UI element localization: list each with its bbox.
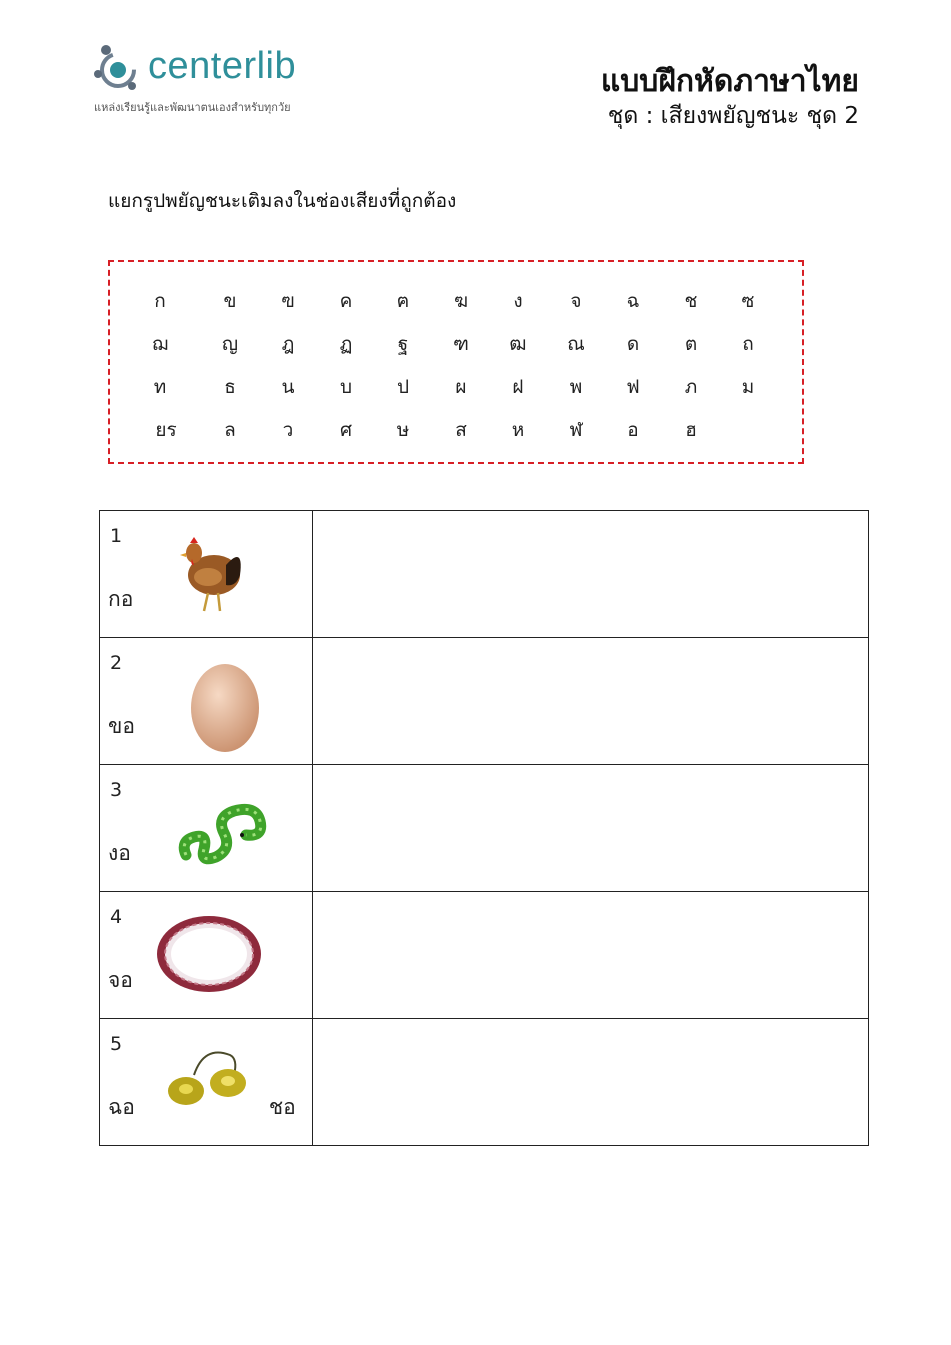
row-syllable: งอ [108,841,131,865]
consonant-letter: ก [154,290,166,312]
picture-cell [100,892,313,1019]
logo-tagline: แหล่งเรียนรู้และพัฒนาตนเองสำหรับทุกวัย [94,101,291,114]
answer-cell[interactable] [312,511,868,638]
consonant-letter: ฌ [151,333,169,355]
row-number: 1 [110,525,123,547]
answer-cell[interactable] [312,765,868,892]
cymbals-image [164,1045,250,1111]
consonant-letter: ว [282,419,294,441]
instruction-text: แยกรูปพยัญชนะเติมลงในช่องเสียงที่ถูกต้อง [108,190,457,212]
picture-cell [100,1019,313,1146]
table-row [100,511,869,638]
row-number: 3 [110,779,123,801]
row-number: 4 [110,906,123,928]
consonant-letter: น [281,376,295,398]
consonant-letter: ฆ [453,290,469,312]
consonant-letter: ฅ [396,290,410,312]
consonant-letter: ป [396,376,410,398]
consonant-letter: ฝ [512,376,524,398]
consonant-letter: ณ [567,333,585,355]
picture-cell [100,511,313,638]
row-syllable: กอ [108,587,134,611]
consonant-letter: ผ [455,376,467,398]
consonant-letter: ฐ [397,333,409,355]
consonant-letter: ม [741,376,755,398]
picture-cell [100,765,313,892]
consonant-letter: ฉ [626,290,640,312]
answer-cell[interactable] [312,892,868,1019]
consonant-letter: ษ [396,419,410,441]
logo-mark-icon [92,42,144,94]
table-row [100,638,869,765]
consonant-letter: ภ [684,376,698,398]
consonant-letter: บ [339,376,353,398]
consonant-letter: จ [570,290,582,312]
row-number: 5 [110,1033,123,1055]
table-row [100,765,869,892]
consonant-letter: ถ [742,333,754,355]
consonant-letter: ฬ [569,419,583,441]
consonant-letter: ฑ [453,333,469,355]
consonant-letter: ค [339,290,353,312]
consonant-letter: พ [569,376,583,398]
consonant-letter: ช [684,290,698,312]
consonant-letter: ยร [155,419,177,441]
logo-wordmark: centerlib [148,45,297,87]
consonant-letter: อ [627,419,639,441]
picture-cell [100,638,313,765]
consonant-letter: ญ [221,333,239,355]
consonant-letter: ธ [224,376,236,398]
consonant-letter: ห [511,419,525,441]
consonant-letter: ง [513,290,523,312]
egg-image [188,658,262,754]
answer-table [99,510,869,1146]
answer-cell[interactable] [312,638,868,765]
row-syllable-extra: ชอ [268,1095,296,1119]
table-row [100,1019,869,1146]
consonant-letter: ศ [339,419,353,441]
consonant-letter: ฒ [509,333,527,355]
consonant-letter: ต [684,333,698,355]
consonant-letter: ฎ [281,333,295,355]
consonant-letter: ฃ [281,290,295,312]
consonant-letter: ฏ [339,333,353,355]
plate-image [154,912,264,996]
chicken-image [178,525,250,615]
worksheet-subtitle: ชุด : เสียงพยัญชนะ ชุด 2 [607,103,859,129]
row-number: 2 [110,652,123,674]
consonant-letter: ส [455,419,467,441]
consonant-letter: ท [153,376,167,398]
consonant-bank [108,260,804,464]
worksheet-title: แบบฝึกหัดภาษาไทย [600,64,859,99]
snake-image [176,793,270,869]
row-syllable: ฉอ [108,1095,135,1119]
consonant-letter: ข [223,290,237,312]
consonant-letter: ฟ [626,376,640,398]
consonant-letter: ซ [741,290,755,312]
table-row [100,892,869,1019]
consonant-letter: ฮ [685,419,697,441]
consonant-letter: ล [224,419,236,441]
row-syllable: ขอ [108,714,135,738]
answer-cell[interactable] [312,1019,868,1146]
row-syllable: จอ [108,968,133,992]
centerlib-logo [92,40,352,120]
consonant-letter: ด [626,333,640,355]
